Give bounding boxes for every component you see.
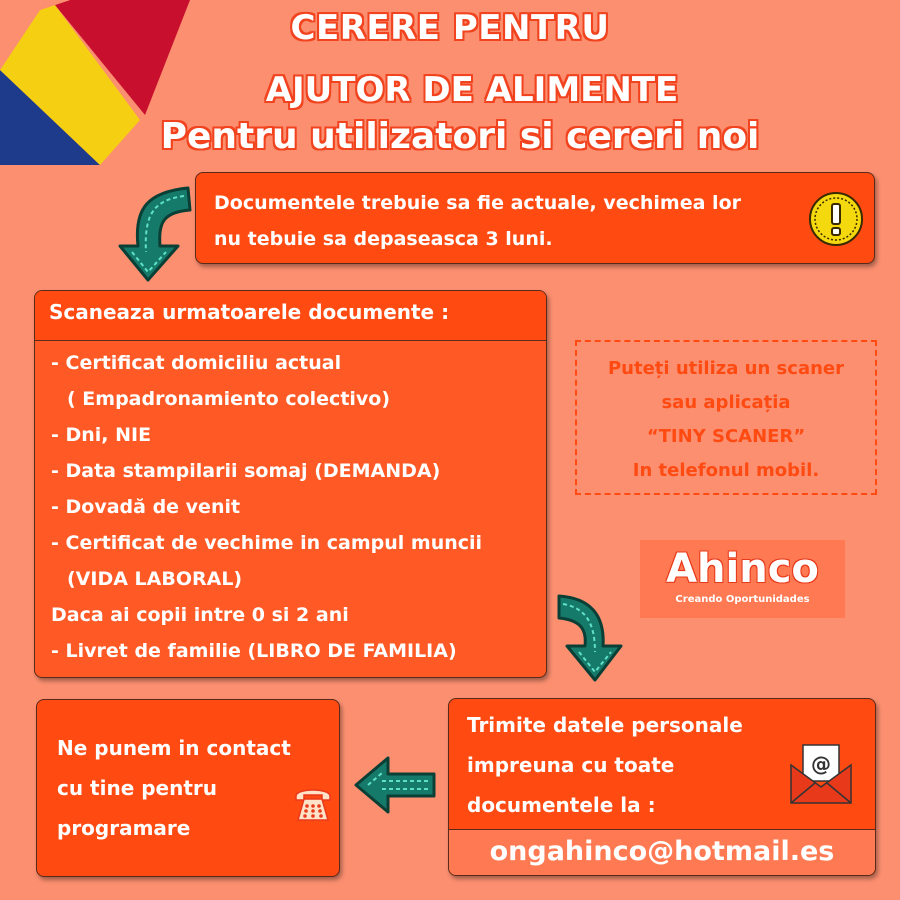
exclamation-icon <box>808 191 864 247</box>
arrow-left-icon <box>352 754 438 816</box>
list-item: - Dni, NIE <box>51 424 152 446</box>
curved-arrow-down-icon <box>108 178 194 286</box>
notice-line-1: Documentele trebuie sa fie actuale, vechimea lor <box>214 192 741 214</box>
list-item: ( Empadronamiento colectivo) <box>67 388 391 410</box>
email-address[interactable]: ongahinco@hotmail.es <box>449 829 875 875</box>
logo-tagline: Creando Oportunidades <box>675 594 810 605</box>
list-item: (VIDA LABORAL) <box>67 568 243 590</box>
send-documents-box <box>448 698 876 876</box>
contact-box <box>36 699 340 877</box>
subtitle: Pentru utilizatori si cereri noi <box>160 116 760 157</box>
send-line: documentele la : <box>467 793 656 817</box>
list-item: Daca ai copii intre 0 si 2 ani <box>51 604 349 626</box>
telephone-icon <box>292 782 334 824</box>
send-line: impreuna cu toate <box>467 753 675 777</box>
title-line-1: CERERE PENTRU <box>290 8 610 48</box>
contact-line: programare <box>57 816 191 840</box>
envelope-icon <box>789 743 853 805</box>
list-item: - Certificat domiciliu actual <box>51 352 342 374</box>
list-item: - Dovadă de venit <box>51 496 241 518</box>
list-item: - Data stampilarii somaj (DEMANDA) <box>51 460 441 482</box>
logo-name: Ahinco <box>666 546 819 592</box>
tip-line: In telefonul mobil. <box>632 460 820 481</box>
list-item: - Certificat de vechime in campul muncii <box>51 532 483 554</box>
documents-box <box>34 290 547 678</box>
notice-line-2: nu tebuie sa depaseasca 3 luni. <box>214 228 553 250</box>
tip-line: sau aplicația <box>661 392 791 413</box>
contact-line: cu tine pentru <box>57 776 218 800</box>
scanner-tip-box <box>575 340 877 495</box>
ahinco-logo <box>640 540 845 618</box>
tip-line: “TINY SCANER” <box>646 426 806 447</box>
documents-list <box>35 341 546 673</box>
curved-arrow-down-icon <box>555 588 635 684</box>
contact-line: Ne punem in contact <box>57 736 291 760</box>
notice-box <box>195 172 875 264</box>
title-line-2: AJUTOR DE ALIMENTE <box>265 70 679 110</box>
list-item: - Livret de familie (LIBRO DE FAMILIA) <box>51 640 457 662</box>
send-line: Trimite datele personale <box>467 713 743 737</box>
tip-line: Puteți utiliza un scaner <box>607 358 844 379</box>
svg-text:@: @ <box>811 752 831 776</box>
documents-heading: Scaneaza urmatoarele documente : <box>35 291 546 341</box>
